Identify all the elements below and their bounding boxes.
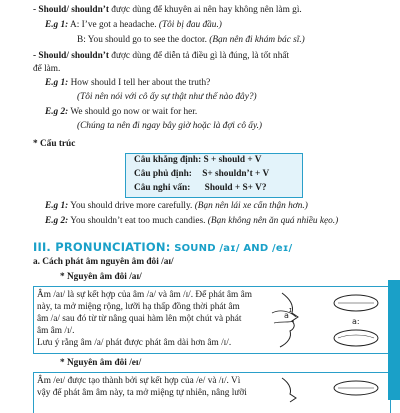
example-line [45, 19, 222, 31]
section-heading-sub: SOUND /aɪ/ AND /eɪ/ [170, 243, 293, 254]
example-text: We should go now or wait for her. [68, 107, 198, 117]
section-heading-main: III. PRONUNCIATION: [33, 240, 171, 254]
example-line [77, 34, 305, 46]
example-translation: (Tôi bị đau đầu.) [158, 20, 222, 30]
section-heading [33, 240, 292, 254]
example-line [45, 77, 210, 89]
page-side-bar [388, 280, 400, 400]
example-text: A: I’ve got a headache. [68, 20, 157, 30]
structure-formula: S+ shouldn’t + V [202, 169, 270, 179]
example-line [45, 200, 308, 212]
example-label: E.g 2: [45, 216, 69, 226]
rule-line-2-cont: để làm. [33, 64, 61, 74]
structure-row [134, 155, 262, 165]
structure-formula: S + should + V [203, 155, 262, 165]
example-label: E.g 1: [45, 201, 69, 211]
vowel-box-line: vậy để phát âm âm này, ta mở miệng tự nhiên, nâng lưỡi [37, 388, 247, 398]
rule-text: được dùng để diễn tả điều gì là đúng, là tốt nhất [108, 51, 290, 61]
structure-label: Câu khẳng định: [134, 155, 202, 165]
vowel-box-line: âm âm /ɪ/. [37, 326, 75, 336]
example-text: You should drive more carefully. [68, 201, 193, 211]
vowel-box-line: Lưu ý rằng âm /a/ phát được phát âm dài hơn âm /ɪ/. [37, 338, 232, 348]
example-label: E.g 1: [45, 20, 69, 30]
mouth-diagram [268, 291, 386, 349]
structure-table [125, 153, 303, 198]
diagram-label: ɪ [289, 306, 292, 314]
face-profile [280, 293, 298, 347]
example-translation: (Bạn nên lái xe cẩn thận hơn.) [194, 201, 308, 211]
rule-keyword: - Should/ shouldn’t [33, 5, 109, 15]
vowel-bullet: * Nguyên âm đôi /aɪ/ [60, 272, 142, 282]
diagram-label: a [284, 311, 289, 320]
example-translation: (Bạn nên đi khám bác sĩ.) [209, 35, 305, 45]
structure-formula: Should + S+ V? [204, 183, 267, 193]
example-translation: (Bạn không nên ăn quá nhiều kẹo.) [207, 216, 339, 226]
example-line [45, 106, 197, 118]
example-text: B: You should go to see the doctor. [77, 35, 207, 45]
example-translation: (Chúng ta nên đi ngay bây giờ hoặc là đợi cô ấy.) [77, 121, 262, 131]
vowel-box-line: Âm /aɪ/ là sự kết hợp của âm /a/ và âm /ɪ/. Để phát âm âm [37, 290, 252, 300]
structure-title: * Cấu trúc [33, 139, 76, 149]
face-profile [282, 378, 296, 402]
vowel-box-line: âm /a/ sau đó từ từ nâng quai hàm lên một chút và phát [37, 314, 242, 324]
rule-line-1 [33, 4, 302, 16]
structure-label: Câu nghi vấn: [134, 183, 191, 193]
example-translation: (Tôi nên nói với cô ấy sự thật như thế nào đây?) [77, 92, 257, 102]
rule-line-2 [33, 50, 289, 62]
structure-row [134, 169, 269, 179]
structure-label: Câu phủ định: [134, 169, 192, 179]
example-label: E.g 1: [45, 78, 69, 88]
vowel-box-line: Âm /eɪ/ được tạo thành bởi sự kết hợp của /e/ và /ɪ/. Vì [37, 376, 241, 386]
mouth-diagram [268, 376, 386, 406]
rule-keyword: - Should/ shouldn’t [33, 51, 109, 61]
vowel-box-line: này, ta mở miệng rộng, lưỡi hạ thấp đồng thời phát âm [37, 302, 240, 312]
subsection-title: a. Cách phát âm nguyên âm đôi /aɪ/ [33, 257, 174, 267]
jaw-line [274, 321, 294, 323]
vowel-box-ai [33, 286, 391, 354]
mouth-shape-bottom [334, 330, 378, 346]
vowel-bullet: * Nguyên âm đôi /eɪ/ [60, 358, 142, 368]
example-label: E.g 2: [45, 107, 69, 117]
example-text: How should I tell her about the truth? [68, 78, 211, 88]
structure-row [134, 183, 267, 193]
example-line [45, 215, 338, 227]
rule-text: được dùng để khuyên ai nên hay không nên làm gì. [108, 5, 302, 15]
vowel-box-ei [33, 372, 391, 413]
example-text: You shouldn’t eat too much candies. [68, 216, 206, 226]
mouth-label: a: [352, 317, 360, 326]
